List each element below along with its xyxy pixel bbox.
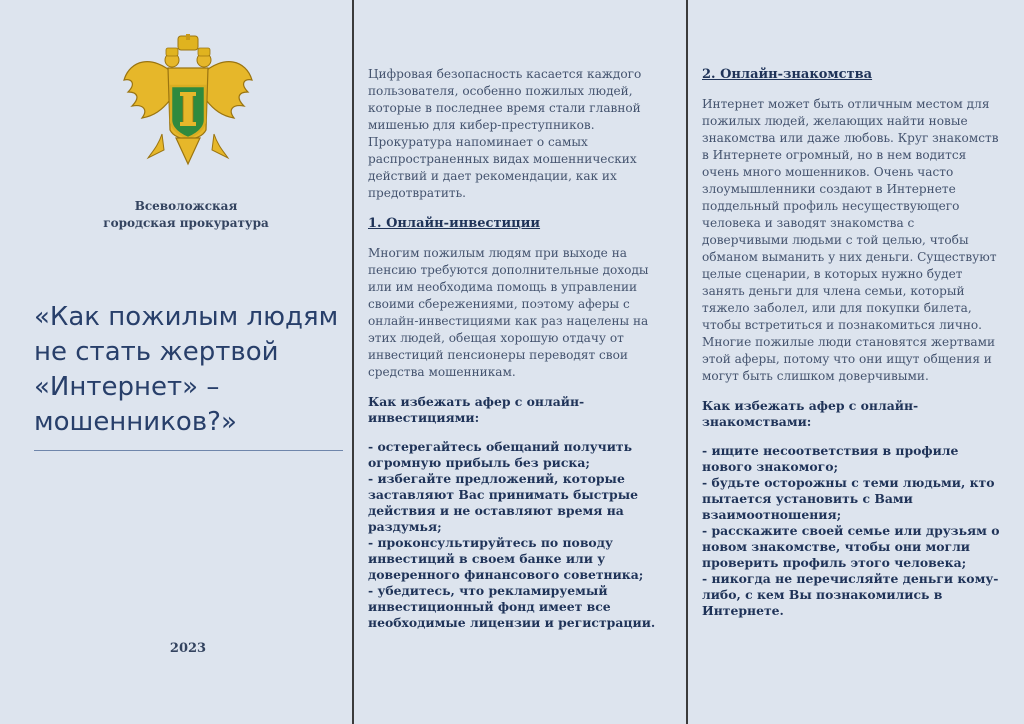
tip-item: - проконсультируйтесь по поводу инвестиций в своем банке или у доверенного финансового советника; <box>368 535 644 582</box>
intro-text: Цифровая безопасность касается каждого пользователя, особенно пожилых людей, которые в последнее время стали главной мишенью для кибер-преступников. Прокуратура напоминает о самых распространенных видах мошеннических действий и дает рекомендации, как их предотвратить. <box>368 67 642 200</box>
publication-year: 2023 <box>169 641 207 656</box>
section-text-investments: Многим пожилым людям при выходе на пенсию требуются дополнительные доходы или им необходима помощь в управлении своими сбережениями, поэтому аферы с онлайн-инвестициями как раз нацелены на этих людей, обещая хорошую отдачу от инвестиций пенсионеры переводят свои средства мошенникам. <box>368 246 649 379</box>
title-divider <box>34 450 343 451</box>
tip-item: - убедитесь, что рекламируемый инвестиционный фонд имеет все необходимые лицензии и регистрации. <box>368 583 656 630</box>
section-title-investments: 1. Онлайн-инвестиции <box>368 216 541 231</box>
section-title-dating: 2. Онлайн-знакомства <box>702 67 873 82</box>
prosecutor-emblem-icon <box>122 34 254 172</box>
tip-item: - ищите несоответствия в профиле нового знакомого; <box>702 443 959 474</box>
org-line-1: Всеволожская <box>134 199 238 213</box>
fold-line-left <box>352 0 354 724</box>
right-column <box>702 66 1002 619</box>
tip-item: - избегайте предложений, которые заставляют Вас принимать быстрые действия и не оставляют время на раздумья; <box>368 471 638 534</box>
advice-title-dating: Как избежать афер с онлайн-знакомствами: <box>702 398 919 429</box>
right-panel <box>689 0 1024 724</box>
tip-item: - расскажите своей семье или друзьям о новом знакомстве, чтобы они могли проверить профиль этого человека; <box>702 523 1000 570</box>
advice-title-investments: Как избежать афер с онлайн-инвестициями: <box>368 394 585 425</box>
org-line-2: городская прокуратура <box>103 216 269 230</box>
fold-line-right <box>686 0 688 724</box>
tip-item: - никогда не перечисляйте деньги кому-либо, с кем Вы познакомились в Интернете. <box>702 571 999 618</box>
middle-column <box>368 66 673 631</box>
brochure-title: «Как пожилым людям не стать жертвой «Интернет» – мошенников?» <box>34 302 339 437</box>
organization-name <box>0 198 372 232</box>
tip-item: - остерегайтесь обещаний получить огромную прибыль без риска; <box>368 439 632 470</box>
section-text-dating: Интернет может быть отличным местом для пожилых людей, желающих найти новые знакомства или даже любовь. Круг знакомств в Интернете огромный, но в нем водится очень много мошенников. Очень часто злоумышленники создают в Интернете поддельный профиль несуществующего человека и заводят знакомства с доверчивыми людьми с той целью, чтобы обманом выманить у них деньги. Существуют целые сценарии, в которых нужно будет занять деньги для члена семьи, который тяжело заболел, или для покупки билета, чтобы встретиться и познакомиться лично. Многие пожилые люди становятся жертвами этой аферы, потому что они ищут общения и могут быть слишком доверчивыми. <box>702 97 999 383</box>
middle-panel <box>355 0 686 724</box>
cover-panel <box>0 0 352 724</box>
tip-item: - будьте осторожны с теми людьми, кто пытается установить с Вами взаимоотношения; <box>702 475 995 522</box>
